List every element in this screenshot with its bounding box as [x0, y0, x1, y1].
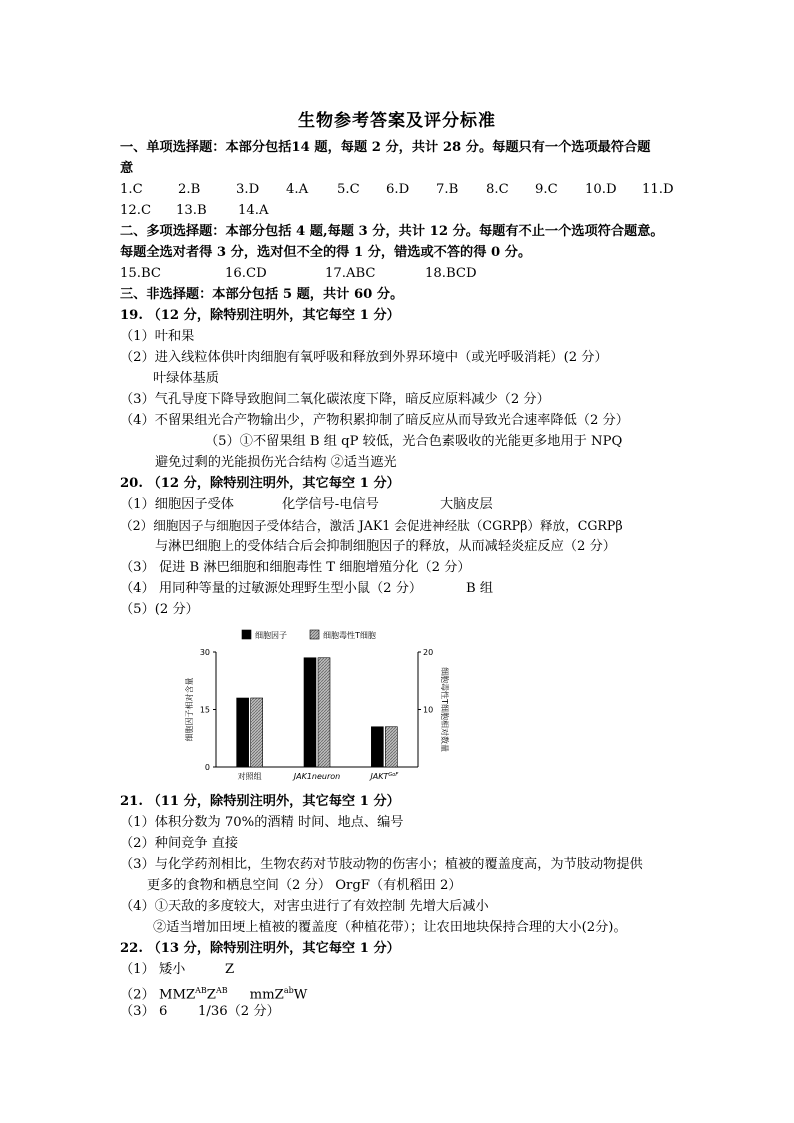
q21-header: 21. （11 分，除特别注明外，其它每空 1 分）	[120, 794, 400, 809]
q22-line: （1） 矮小	[120, 962, 186, 977]
bar-tcell	[318, 658, 330, 767]
x-tick-superscript: GoF	[388, 772, 399, 778]
q22-line: Z	[225, 962, 235, 977]
answer-15: 15.BC	[120, 266, 161, 281]
left-tick-label: 0	[204, 763, 210, 772]
q21-line: （2）种间竞争 直接	[120, 836, 239, 851]
legend-label: 细胞因子	[255, 631, 287, 640]
q19-line: （2）进入线粒体供叶肉细胞有氧呼吸和释放到外界环境中（或光呼吸消耗）(2 分）	[120, 350, 608, 365]
answer-11: 11.D	[642, 182, 674, 197]
bar-tcell	[251, 698, 263, 767]
section2-heading: 二、多项选择题：本部分包括 4 题,每题 3 分，共计 12 分。每题有不止一个选项符合题意。	[120, 224, 664, 239]
answer-3: 3.D	[236, 182, 260, 197]
q20-line: B 组	[466, 581, 494, 596]
y-axis-left-label: 细胞因子相对含量	[185, 677, 194, 742]
answer-2: 2.B	[178, 182, 201, 197]
right-tick-label: 10	[423, 705, 434, 715]
section1-heading-cont: 意	[120, 161, 134, 176]
legend-swatch	[310, 630, 319, 639]
answer-4: 4.A	[286, 182, 309, 197]
bar-tcell	[385, 727, 397, 767]
answer-18: 18.BCD	[425, 266, 477, 281]
q19-line: （5）①不留果组 B 组 qP 较低，光合色素吸收的光能更多地用于 NPQ	[205, 434, 623, 449]
answer-1: 1.C	[120, 182, 143, 197]
bar-chart	[180, 622, 460, 792]
q19-header: 19. （12 分，除特别注明外，其它每空 1 分）	[120, 308, 400, 323]
q20-line: 与淋巴细胞上的受体结合后会抑制细胞因子的释放，从而减轻炎症反应（2 分）	[155, 539, 616, 554]
q22-header: 22. （13 分，除特别注明外，其它每空 1 分）	[120, 941, 400, 956]
section1-heading: 一、单项选择题：本部分包括14 题，每题 2 分，共计 28 分。每题只有一个选项最符合题	[120, 140, 651, 155]
q19-line: （1）叶和果	[120, 329, 195, 344]
q21-line: 更多的食物和栖息空间（2 分） OrgF（有机稻田 2）	[147, 878, 462, 893]
y-axis-right-label: 细胞毒性T细胞相对数量	[440, 667, 449, 752]
bar-cytokine	[371, 727, 383, 767]
q19-line: 避免过剩的光能损伤光合结构 ②适当遮光	[155, 455, 397, 470]
page-title: 生物参考答案及评分标准	[298, 111, 496, 131]
q20-header: 20. （12 分，除特别注明外，其它每空 1 分）	[120, 476, 400, 491]
answer-14: 14.A	[238, 203, 269, 218]
bar-cytokine	[304, 658, 316, 767]
q20-line: 化学信号-电信号	[282, 497, 379, 512]
q20-line: （3） 促进 B 淋巴细胞和细胞毒性 T 细胞增殖分化（2 分）	[120, 560, 471, 575]
answer-9: 9.C	[535, 182, 558, 197]
right-tick-label: 20	[423, 648, 434, 657]
bar-cytokine	[237, 698, 249, 767]
answer-5: 5.C	[337, 182, 360, 197]
answer-12: 12.C	[120, 203, 152, 218]
q22-line: （3） 6	[120, 1004, 168, 1019]
x-tick-label: 对照组	[237, 772, 262, 781]
q21-line: ②适当增加田埂上植被的覆盖度（种植花带）；让农田地块保持合理的大小(2分)。	[153, 920, 627, 935]
q20-line: （1）细胞因子受体	[120, 497, 234, 512]
x-tick-label: $JAKT^{GoF}$	[370, 772, 399, 781]
section3-heading: 三、非选择题：本部分包括 5 题，共计 60 分。	[120, 287, 404, 302]
answer-6: 6.D	[386, 182, 410, 197]
answer-8: 8.C	[486, 182, 509, 197]
answer-7: 7.B	[436, 182, 459, 197]
q21-line: （4）①天敌的多度较大，对害虫进行了有效控制 先增大后减小	[120, 899, 489, 914]
section2-heading-cont: 每题全选对者得 3 分，选对但不全的得 1 分，错选或不答的得 0 分。	[120, 245, 532, 260]
legend-label: 细胞毒性T细胞	[323, 631, 376, 640]
q20-line: （2）细胞因子与细胞因子受体结合，激活 JAK1 会促进神经肽（CGRPβ）释放，CGRPβ	[120, 518, 623, 533]
q20-line: （4） 用同种等量的过敏源处理野生型小鼠（2 分）	[120, 581, 423, 596]
answer-16: 16.CD	[225, 266, 267, 281]
answer-10: 10.D	[585, 182, 617, 197]
q20-line: 大脑皮层	[440, 497, 493, 512]
q21-line: （3）与化学药剂相比，生物农药对节肢动物的伤害小；植被的覆盖度高，为节肢动物提供	[120, 857, 643, 872]
x-tick-label: JAK1neuron	[293, 772, 341, 781]
answer-13: 13.B	[176, 203, 207, 218]
q20-line: （5）(2 分）	[120, 602, 199, 617]
answer-17: 17.ABC	[325, 266, 376, 281]
left-tick-label: 30	[199, 648, 210, 657]
q19-line: （4）不留果组光合产物输出少，产物积累抑制了暗反应从而导致光合速率降低（2 分）	[120, 413, 629, 428]
q19-line: （3）气孔导度下降导致胞间二氧化碳浓度下降，暗反应原料减少（2 分）	[120, 392, 550, 407]
legend-swatch	[242, 630, 251, 639]
q21-line: （1）体积分数为 70%的酒精 时间、地点、编号	[120, 815, 404, 830]
q22-line-genotypes: （2） $MMZ^{AB}Z^{AB}$ mmZ$^{ab}$W	[120, 986, 308, 1003]
q19-line: 叶绿体基质	[153, 371, 219, 386]
left-tick-label: 15	[199, 705, 210, 715]
q22-line: 1/36（2 分）	[198, 1004, 280, 1019]
